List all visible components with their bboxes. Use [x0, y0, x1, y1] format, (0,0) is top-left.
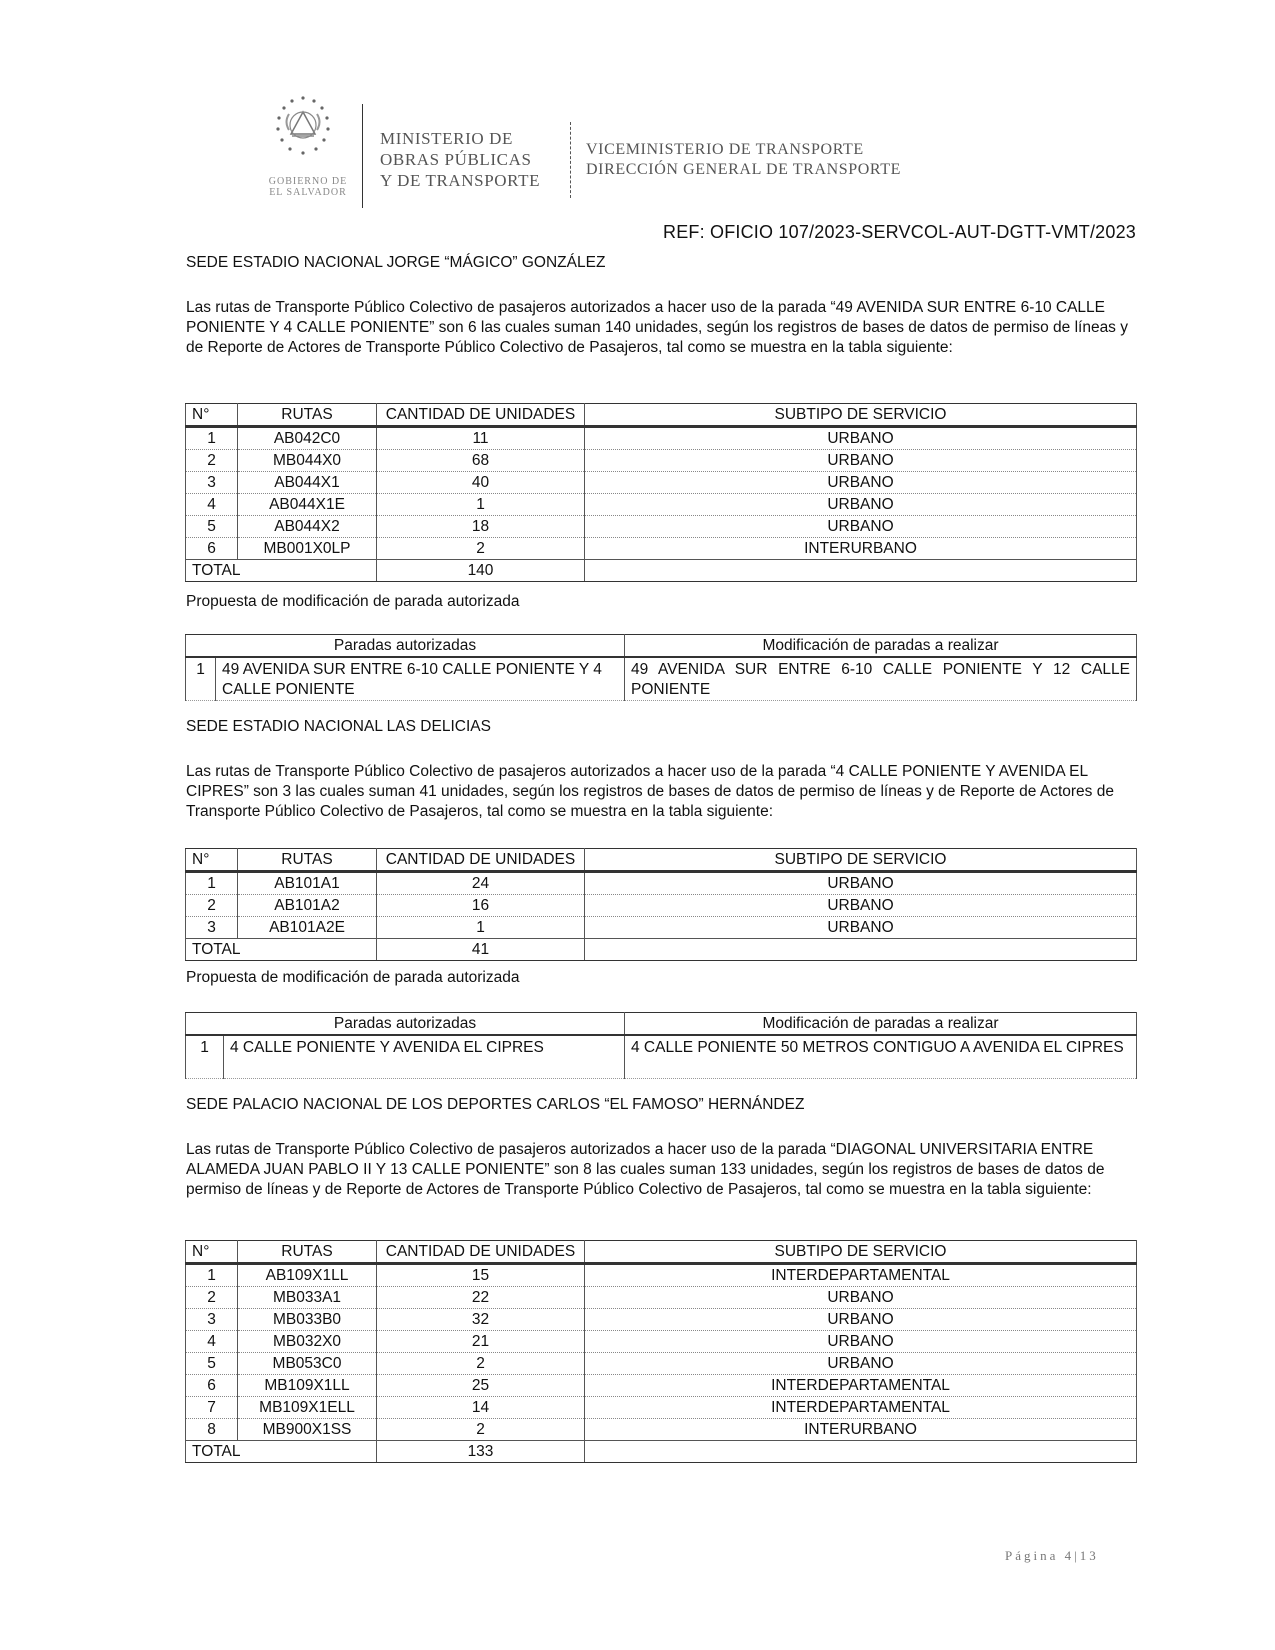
cell-units: 22: [377, 1287, 585, 1309]
cell-units: 1: [377, 494, 585, 516]
column-header: Paradas autorizadas: [186, 1013, 625, 1036]
coat-of-arms-icon: [262, 92, 344, 164]
table-row: [186, 1287, 1137, 1309]
table-row: [186, 895, 1137, 917]
cell-number: 4: [186, 1331, 238, 1353]
cell-number: 4: [186, 494, 238, 516]
cell-route: AB101A1: [238, 872, 377, 895]
table-row: [186, 1419, 1137, 1441]
total-label: TOTAL: [186, 560, 377, 582]
cell-modified-stop: 49 AVENIDA SUR ENTRE 6-10 CALLE PONIENTE Y 12 CALLE PONIENTE: [625, 657, 1137, 701]
column-header: RUTAS: [238, 404, 377, 427]
cell-number: 5: [186, 516, 238, 538]
ministry-line-3: Y DE TRANSPORTE: [380, 171, 541, 190]
cell-units: 2: [377, 1353, 585, 1375]
cell-number: 2: [186, 895, 238, 917]
empty-cell: [585, 939, 1137, 961]
total-label: TOTAL: [186, 1441, 377, 1463]
table-row: [186, 1397, 1137, 1419]
page-number: [1005, 1548, 1099, 1564]
cell-route: MB109X1ELL: [238, 1397, 377, 1419]
column-header: RUTAS: [238, 1241, 377, 1264]
reference-number: REF: OFICIO 107/2023-SERVCOL-AUT-DGTT-VMT/2023: [663, 222, 1136, 242]
paragraph-text: son 8 las cuales suman 133 unidades, según los registros de bases de datos de permiso de líneas y de Reporte de Actores de Transporte Público Colectivo de Pasajeros, tal como se muestra en la tabla siguiente:: [186, 1161, 1105, 1198]
header-divider: [362, 104, 363, 208]
proposal-table: [185, 1012, 1137, 1079]
proposal-title: Propuesta de modificación de parada autorizada: [186, 593, 520, 610]
total-value: 140: [377, 560, 585, 582]
cell-route: MB900X1SS: [238, 1419, 377, 1441]
section-title: SEDE PALACIO NACIONAL DE LOS DEPORTES CARLOS “EL FAMOSO” HERNÁNDEZ: [186, 1096, 805, 1113]
page-count: 4|13: [1064, 1548, 1099, 1563]
column-header: CANTIDAD DE UNIDADES: [377, 1241, 585, 1264]
header-divider-dashed: [570, 122, 571, 198]
cell-route: MB033A1: [238, 1287, 377, 1309]
cell-subtype: INTERDEPARTAMENTAL: [585, 1264, 1137, 1287]
gov-line-2: EL SALVADOR: [269, 187, 347, 198]
cell-subtype: INTERURBANO: [585, 1419, 1137, 1441]
cell-route: MB001X0LP: [238, 538, 377, 560]
cell-number: 1: [186, 872, 238, 895]
total-value: 133: [377, 1441, 585, 1463]
cell-subtype: URBANO: [585, 895, 1137, 917]
page-label: Página: [1005, 1548, 1059, 1563]
cell-units: 16: [377, 895, 585, 917]
table-row: [186, 1035, 1137, 1079]
column-header: N°: [186, 849, 238, 872]
cell-subtype: INTERDEPARTAMENTAL: [585, 1397, 1137, 1419]
cell-units: 25: [377, 1375, 585, 1397]
cell-route: AB044X2: [238, 516, 377, 538]
table-row: [186, 1309, 1137, 1331]
routes-table: [185, 1240, 1137, 1463]
cell-route: MB044X0: [238, 450, 377, 472]
cell-route: AB101A2: [238, 895, 377, 917]
vice-line-1: VICEMINISTERIO DE TRANSPORTE: [586, 141, 864, 158]
paragraph-text: son 6 las cuales suman 140 unidades, según los registros de bases de datos de permiso de líneas y de Reporte de Actores de Transporte Público Colectivo de Pasajeros, tal como se muestra en la tabla siguiente:: [186, 319, 1128, 356]
cell-route: MB053C0: [238, 1353, 377, 1375]
cell-units: 15: [377, 1264, 585, 1287]
cell-subtype: URBANO: [585, 1353, 1137, 1375]
cell-units: 68: [377, 450, 585, 472]
column-header: Paradas autorizadas: [186, 635, 625, 658]
total-row: [186, 939, 1137, 961]
proposal-table: [185, 634, 1137, 701]
routes-table: [185, 848, 1137, 961]
paragraph-text: son 3 las cuales suman 41 unidades, según los registros de bases de datos de permiso de líneas y de Reporte de Actores de Transporte Público Colectivo de Pasajeros, tal como se muestra en la tabla siguiente:: [186, 783, 1114, 820]
cell-units: 24: [377, 872, 585, 895]
cell-route: AB042C0: [238, 427, 377, 450]
cell-subtype: INTERURBANO: [585, 538, 1137, 560]
cell-number: 1: [186, 1264, 238, 1287]
cell-units: 2: [377, 1419, 585, 1441]
cell-units: 40: [377, 472, 585, 494]
ministry-line-1: MINISTERIO DE: [380, 129, 513, 148]
table-row: [186, 516, 1137, 538]
cell-modified-stop: 4 CALLE PONIENTE 50 METROS CONTIGUO A AVENIDA EL CIPRES: [625, 1035, 1137, 1079]
column-header: CANTIDAD DE UNIDADES: [377, 849, 585, 872]
cell-subtype: URBANO: [585, 516, 1137, 538]
cell-units: 1: [377, 917, 585, 939]
cell-route: AB044X1E: [238, 494, 377, 516]
paragraph-text: Las rutas de Transporte Público Colectivo de pasajeros autorizados a hacer uso de la parada: [186, 1141, 831, 1158]
vice-ministry-name: [586, 140, 901, 180]
paragraph-text: Las rutas de Transporte Público Colectivo de pasajeros autorizados a hacer uso de la parada: [186, 763, 831, 780]
cell-route: AB044X1: [238, 472, 377, 494]
stop-name: “DIAGONAL UNIVERSITARIA ENTRE ALAMEDA JUAN PABLO II Y 13 CALLE PONIENTE”: [186, 1141, 1094, 1178]
cell-units: 32: [377, 1309, 585, 1331]
cell-route: MB109X1LL: [238, 1375, 377, 1397]
section-title: SEDE ESTADIO NACIONAL JORGE “MÁGICO” GONZÁLEZ: [186, 254, 606, 271]
cell-units: 11: [377, 427, 585, 450]
table-row: [186, 917, 1137, 939]
cell-number: 8: [186, 1419, 238, 1441]
total-row: [186, 560, 1137, 582]
cell-subtype: URBANO: [585, 1287, 1137, 1309]
cell-number: 3: [186, 472, 238, 494]
column-header: SUBTIPO DE SERVICIO: [585, 849, 1137, 872]
column-header: Modificación de paradas a realizar: [625, 635, 1137, 658]
column-header: N°: [186, 404, 238, 427]
cell-subtype: URBANO: [585, 917, 1137, 939]
paragraph-text: Las rutas de Transporte Público Colectivo de pasajeros autorizados a hacer uso de la parada: [186, 299, 831, 316]
stop-name: “49 AVENIDA SUR ENTRE 6-10 CALLE PONIENTE Y 4 CALLE PONIENTE”: [186, 299, 1106, 336]
stop-name: “4 CALLE PONIENTE Y AVENIDA EL CIPRES”: [186, 763, 1088, 800]
empty-cell: [585, 1441, 1137, 1463]
ministry-name: [380, 128, 540, 191]
table-row: [186, 657, 1137, 701]
section-title: SEDE ESTADIO NACIONAL LAS DELICIAS: [186, 718, 491, 735]
cell-number: 6: [186, 1375, 238, 1397]
cell-subtype: INTERDEPARTAMENTAL: [585, 1375, 1137, 1397]
column-header: SUBTIPO DE SERVICIO: [585, 1241, 1137, 1264]
cell-subtype: URBANO: [585, 1331, 1137, 1353]
cell-route: MB032X0: [238, 1331, 377, 1353]
empty-cell: [585, 560, 1137, 582]
cell-authorized-stop: 49 AVENIDA SUR ENTRE 6-10 CALLE PONIENTE Y 4 CALLE PONIENTE: [216, 657, 625, 701]
cell-units: 21: [377, 1331, 585, 1353]
cell-route: AB101A2E: [238, 917, 377, 939]
cell-units: 18: [377, 516, 585, 538]
cell-number: 3: [186, 1309, 238, 1331]
cell-subtype: URBANO: [585, 494, 1137, 516]
vice-line-2: DIRECCIÓN GENERAL DE TRANSPORTE: [586, 161, 901, 178]
total-value: 41: [377, 939, 585, 961]
cell-number: 7: [186, 1397, 238, 1419]
proposal-title: Propuesta de modificación de parada autorizada: [186, 969, 520, 986]
section-paragraph: [186, 762, 1136, 822]
cell-route: MB033B0: [238, 1309, 377, 1331]
column-header: CANTIDAD DE UNIDADES: [377, 404, 585, 427]
cell-number: 2: [186, 1287, 238, 1309]
column-header: Modificación de paradas a realizar: [625, 1013, 1137, 1036]
cell-subtype: URBANO: [585, 872, 1137, 895]
section-paragraph: [186, 1140, 1136, 1200]
table-row: [186, 872, 1137, 895]
cell-subtype: URBANO: [585, 450, 1137, 472]
table-row: [186, 538, 1137, 560]
cell-subtype: URBANO: [585, 1309, 1137, 1331]
cell-number: 2: [186, 450, 238, 472]
column-header: RUTAS: [238, 849, 377, 872]
cell-units: 14: [377, 1397, 585, 1419]
section-paragraph: [186, 298, 1136, 358]
table-row: [186, 1375, 1137, 1397]
cell-number: 5: [186, 1353, 238, 1375]
cell-units: 2: [377, 538, 585, 560]
table-row: [186, 1331, 1137, 1353]
cell-subtype: URBANO: [585, 472, 1137, 494]
table-row: [186, 1353, 1137, 1375]
table-row: [186, 494, 1137, 516]
table-row: [186, 450, 1137, 472]
table-row: [186, 472, 1137, 494]
cell-number: 1: [186, 427, 238, 450]
cell-number: 3: [186, 917, 238, 939]
cell-number: 6: [186, 538, 238, 560]
cell-authorized-stop: 4 CALLE PONIENTE Y AVENIDA EL CIPRES: [224, 1035, 625, 1079]
routes-table: [185, 403, 1137, 582]
total-label: TOTAL: [186, 939, 377, 961]
ministry-line-2: OBRAS PÚBLICAS: [380, 150, 532, 169]
table-row: [186, 1264, 1137, 1287]
cell-number: 1: [186, 657, 216, 701]
cell-subtype: URBANO: [585, 427, 1137, 450]
table-row: [186, 427, 1137, 450]
cell-route: AB109X1LL: [238, 1264, 377, 1287]
gov-line-1: GOBIERNO DE: [268, 176, 348, 187]
cell-number: 1: [186, 1035, 224, 1079]
government-label: [258, 176, 358, 198]
column-header: N°: [186, 1241, 238, 1264]
column-header: SUBTIPO DE SERVICIO: [585, 404, 1137, 427]
total-row: [186, 1441, 1137, 1463]
